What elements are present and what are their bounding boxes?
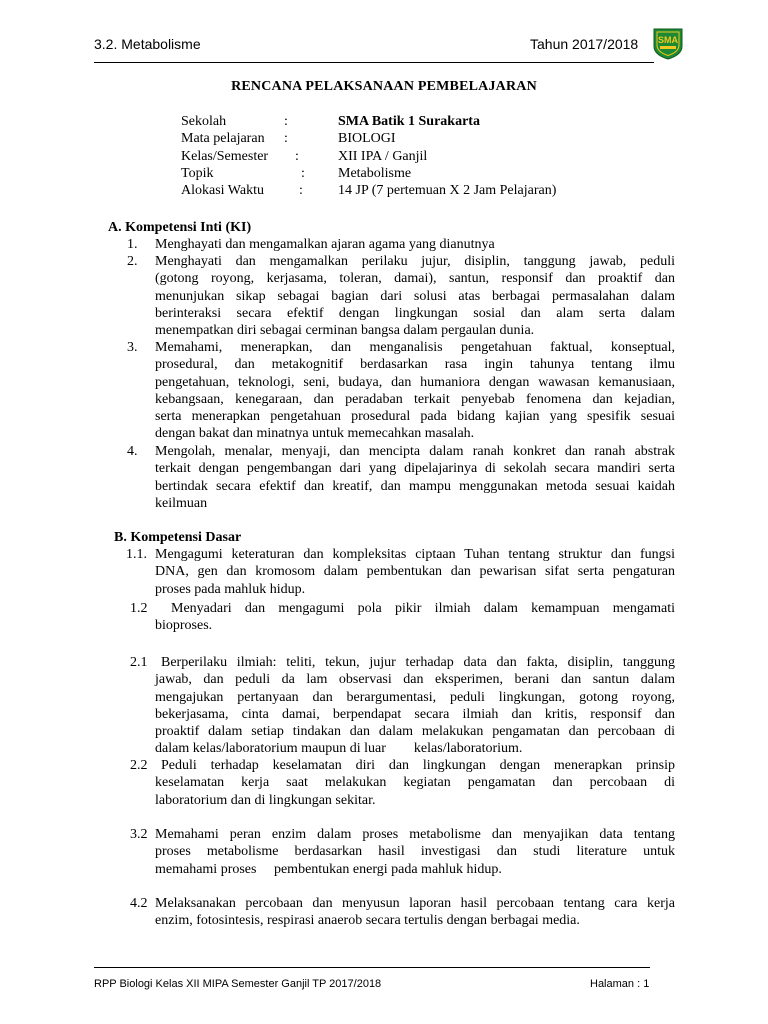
text-line: Berperilaku ilmiah: teliti, tekun, jujur terhadap data dan fakta, disiplin, tanggung [161,655,675,670]
meta-value: BIOLOGI [338,131,396,146]
text-line: terkait dengan pengembangan dari yang dipelajarinya di sekolah secara mandiri serta [155,461,675,477]
text-line: DNA, gen dan kromosom dalam pembentukan dan pewarisan sifat serta pengaturan [155,564,675,580]
footer-title: RPP Biologi Kelas XII MIPA Semester Ganjil TP 2017/2018 [94,978,382,990]
text-line: jawab, dan peduli da lam observasi dan eksperimen, berani dan santun dalam [155,672,675,688]
text-line: menempatkan diri sebagai cerminan bangsa dalam pergaulan dunia. [155,323,535,339]
meta-label: Alokasi Waktu [181,183,264,198]
item-number: 1.2 [130,601,148,616]
meta-label: Mata pelajaran [181,131,265,146]
text-line: Menghayati dan mengamalkan perilaku jujur, disiplin, tanggung jawab, peduli [155,254,675,269]
text-line: Menghayati dan mengamalkan ajaran agama yang dianutnya [155,237,495,252]
meta-value: XII IPA / Ganjil [338,149,428,164]
item-number: 1. [127,237,138,252]
footer-divider [94,967,650,968]
item-number: 3. [127,340,138,355]
text-line: Peduli terhadap keselamatan diri dan lingkungan dengan menerapkan prinsip [161,758,675,773]
kd-item-2-1 [130,654,675,758]
text-line: kebangsaan, kenegaraan, dan peradaban terkait penyebab fenomena dan kejadian, [155,391,675,407]
text-line: dengan bakat dan minatnya untuk memecahkan masalah. [155,426,475,442]
section-ki-title: A. Kompetensi Inti (KI) [108,220,252,235]
text-line: keselamatan kerja saat melakukan kegiatan pengamatan dan percobaan di [155,775,675,791]
text-line: Menyadari dan mengagumi pola pikir ilmiah dalam kemampuan mengamati [171,601,675,616]
ki-item-4 [127,443,675,512]
text-line: memahami proses pembentukan energi pada mahluk hidup. [155,861,502,877]
item-number: 4. [127,444,138,459]
item-number: 1.1. [126,547,147,562]
text-line: (gotong royong, kerjasama, toleran, damai), santun, responsif dan proaktif dan [155,271,675,287]
item-number: 2.1 [130,655,148,670]
document-title: RENCANA PELAKSANAAN PEMBELAJARAN [231,79,537,94]
text-line: proses pada mahluk hidup. [155,581,306,597]
section-kd-title: B. Kompetensi Dasar [114,530,242,545]
school-logo [651,26,685,60]
kd-item-2-2 [130,757,675,809]
text-line: Mengagumi keteraturan dan kompleksitas ciptaan Tuhan tentang struktur dan fungsi [155,547,675,562]
ki-item-2 [127,253,675,339]
text-line: bekerjasama, cinta damai, berpendapat secara ilmiah dan kritis, responsif dan [155,706,675,722]
item-number: 4.2 [130,896,148,911]
footer-page-number: Halaman : 1 [590,978,650,990]
meta-separator: : [284,114,288,129]
text-line: dalam kelas/laboratorium maupun di luar kelas/laboratorium. [155,741,523,757]
text-line: laboratorium dan di lingkungan sekitar. [155,792,376,808]
text-line: prosedural, dan metakognitif berdasarkan rasa ingin tahunya tentang ilmu [155,357,675,373]
meta-value: 14 JP (7 pertemuan X 2 Jam Pelajaran) [338,183,557,198]
kd-item-1-1 [126,546,675,598]
item-number: 3.2 [130,827,148,842]
text-line: keilmuan [155,495,208,511]
meta-separator: : [299,183,303,198]
text-line: pengetahuan, teknologi, seni, budaya, dan humaniora dengan wawasan kemanusiaan, [155,374,675,390]
text-line: bioproses. [155,618,213,634]
text-line: menunjukan sikap sebagai bagian dari solusi atas berbagai permasalahan dalam [155,288,675,304]
item-number: 2. [127,254,138,269]
text-line: Memahami peran enzim dalam proses metabolisme dan menyajikan data tentang [155,827,675,842]
header-topic: 3.2. Metabolisme [94,36,201,52]
text-line: Memahami, menerapkan, dan menganalisis pengetahuan faktual, konseptual, [155,340,675,355]
kd-item-3-2 [130,826,675,878]
meta-separator: : [295,149,299,164]
item-number: 2.2 [130,758,148,773]
text-line: Melaksanakan percobaan dan menyusun laporan hasil percobaan tentang cara kerja [155,896,675,911]
text-line: mengajukan pertanyaan dan berargumentasi, peduli lingkungan, gotong royong, [155,689,675,705]
text-line: proses metabolisme berdasarkan hasil investigasi dan studi literature untuk [155,844,675,860]
header-year: Tahun 2017/2018 [530,36,639,52]
text-line: Mengolah, menalar, menyaji, dan mencipta dalam ranah konkret dan ranah abstrak [155,444,675,459]
meta-label: Kelas/Semester [181,149,269,164]
ki-item-1 [127,236,675,253]
text-line: serta menerapkan pengetahuan prosedural pada bidang kajian yang spesifik sesuai [155,409,675,425]
text-line: bertindak secara efektif dan kreatif, dan mampu menggunakan metoda sesuai kaidah [155,478,675,494]
kd-item-1-2 [130,600,675,635]
meta-label: Sekolah [181,114,227,129]
header-divider [94,62,654,63]
text-line: enzim, fotosintesis, respirasi anaerob secara tertulis dengan berbagai media. [155,913,580,929]
meta-label: Topik [181,166,214,181]
kd-item-4-2 [130,895,675,930]
text-line: proaktif dalam setiap tindakan dan dalam melakukan pengamatan dan percobaan di [155,724,675,740]
meta-value: Metabolisme [338,166,412,181]
meta-separator: : [284,131,288,146]
meta-separator: : [301,166,305,181]
text-line: berinteraksi secara efektif dengan lingkungan sosial dan alam serta dalam [155,305,675,321]
logo-text: SMA [658,35,678,45]
meta-value: SMA Batik 1 Surakarta [338,114,480,129]
ki-item-3 [127,339,675,443]
